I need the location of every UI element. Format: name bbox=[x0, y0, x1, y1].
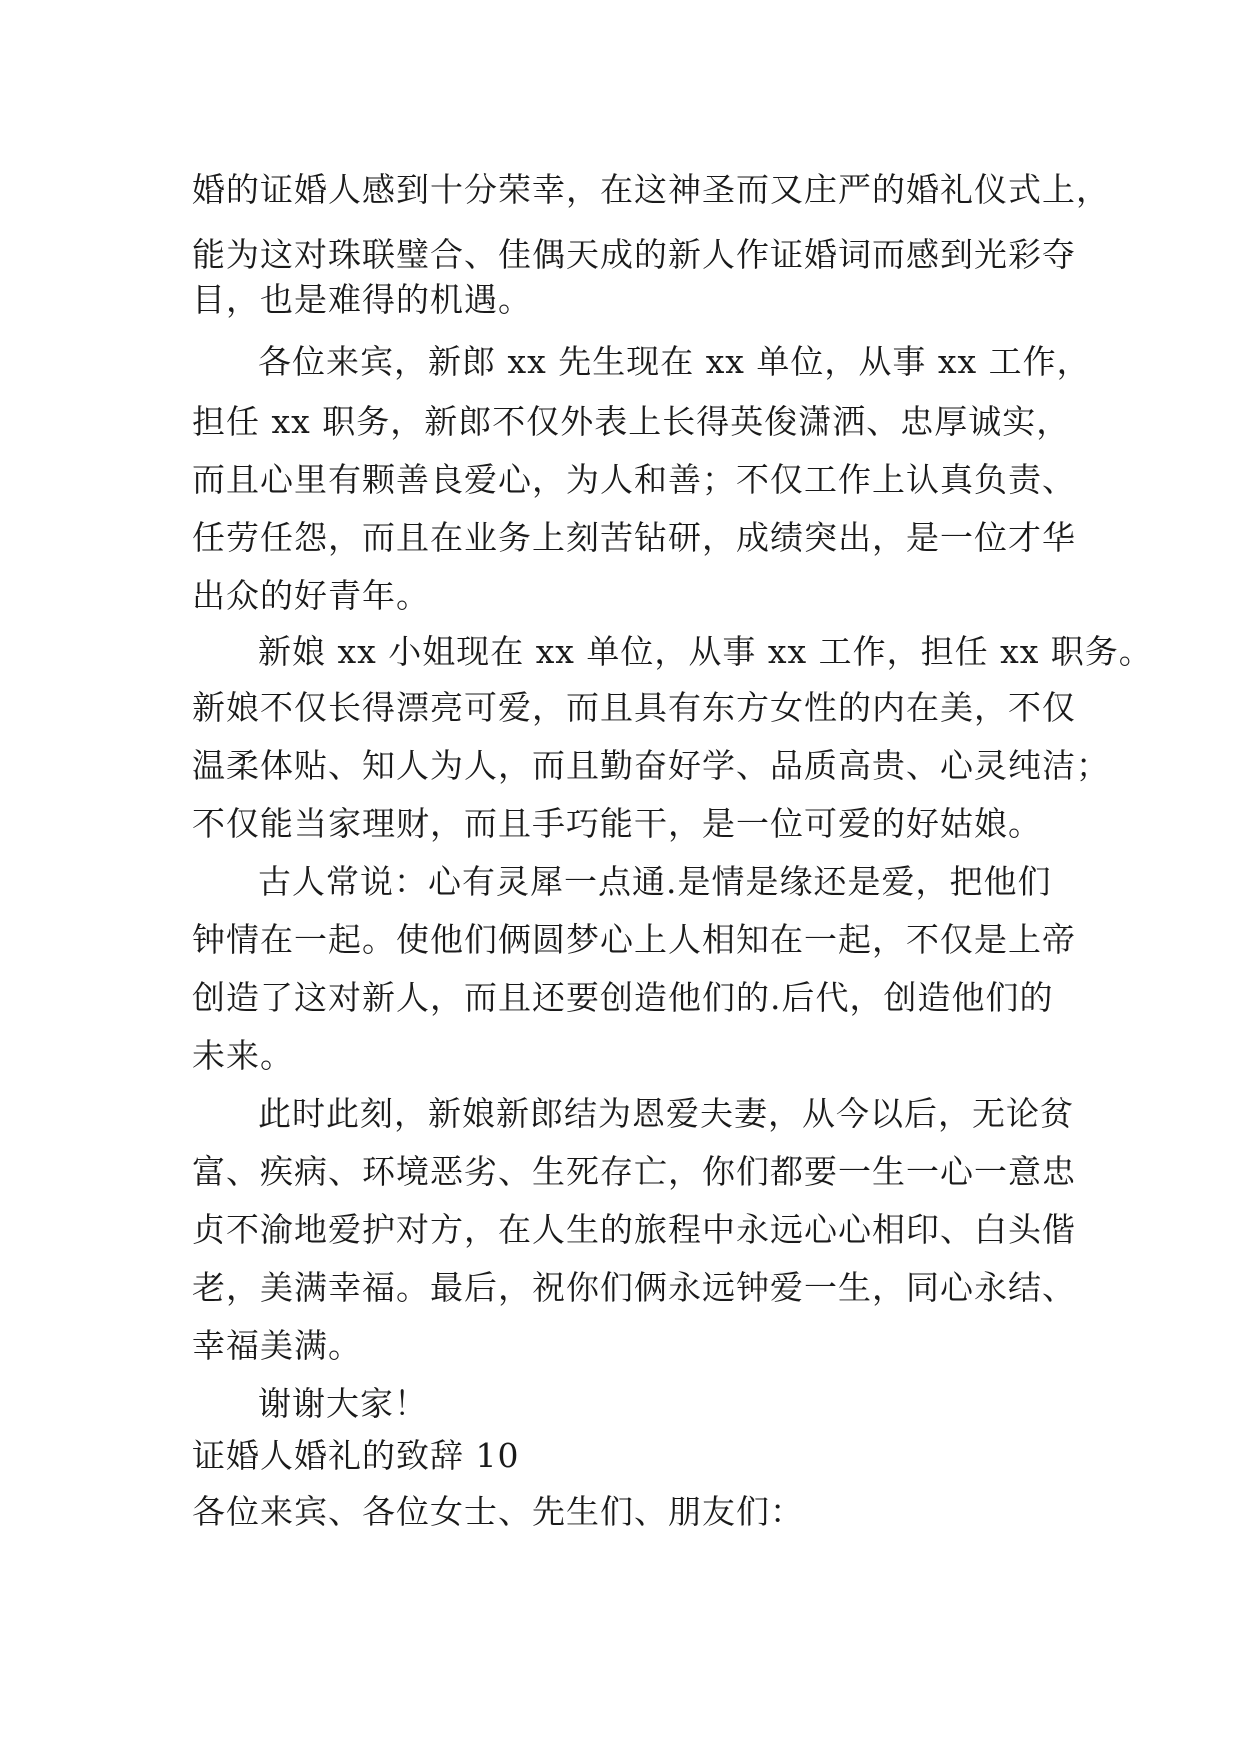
text-line: 老，美满幸福。最后，祝你们俩永远钟爱一生，同心永结、 bbox=[192, 1268, 1076, 1307]
text-line: 未来。 bbox=[192, 1036, 294, 1075]
text-line: 幸福美满。 bbox=[192, 1326, 362, 1365]
text-line: 富、疾病、环境恶劣、生死存亡，你们都要一生一心一意忠 bbox=[192, 1152, 1076, 1191]
salutation-line: 各位来宾、各位女士、先生们、朋友们： bbox=[192, 1492, 804, 1531]
text-line: 不仅能当家理财，而且手巧能干，是一位可爱的好姑娘。 bbox=[192, 804, 1042, 843]
text-line: 担任 xx 职务，新郎不仅外表上长得英俊潇洒、忠厚诚实， bbox=[192, 402, 1071, 441]
closing-line: 谢谢大家！ bbox=[258, 1384, 428, 1423]
paragraph-start-line: 新娘 xx 小姐现在 xx 单位，从事 xx 工作，担任 xx 职务。 bbox=[258, 632, 1153, 671]
paragraph-start-line: 各位来宾，新郎 xx 先生现在 xx 单位，从事 xx 工作， bbox=[258, 342, 1091, 381]
text-line: 目，也是难得的机遇。 bbox=[192, 280, 532, 319]
text-line: 温柔体贴、知人为人，而且勤奋好学、品质高贵、心灵纯洁； bbox=[192, 746, 1110, 785]
paragraph-start-line: 古人常说：心有灵犀一点通.是情是缘还是爱，把他们 bbox=[258, 862, 1052, 901]
text-line: 婚的证婚人感到十分荣幸，在这神圣而又庄严的婚礼仪式上， bbox=[192, 170, 1110, 209]
text-line: 能为这对珠联璧合、佳偶天成的新人作证婚词而感到光彩夺 bbox=[192, 235, 1076, 274]
text-line: 贞不渝地爱护对方，在人生的旅程中永远心心相印、白头偕 bbox=[192, 1210, 1076, 1249]
section-heading: 证婚人婚礼的致辞 10 bbox=[192, 1436, 520, 1475]
text-line: 而且心里有颗善良爱心，为人和善；不仅工作上认真负责、 bbox=[192, 460, 1076, 499]
text-line: 新娘不仅长得漂亮可爱，而且具有东方女性的内在美，不仅 bbox=[192, 688, 1076, 727]
text-line: 任劳任怨，而且在业务上刻苦钻研，成绩突出，是一位才华 bbox=[192, 518, 1076, 557]
paragraph-start-line: 此时此刻，新娘新郎结为恩爱夫妻，从今以后，无论贫 bbox=[258, 1094, 1074, 1133]
text-line: 创造了这对新人，而且还要创造他们的.后代，创造他们的 bbox=[192, 978, 1054, 1017]
text-line: 钟情在一起。使他们俩圆梦心上人相知在一起，不仅是上帝 bbox=[192, 920, 1076, 959]
text-line: 出众的好青年。 bbox=[192, 576, 430, 615]
